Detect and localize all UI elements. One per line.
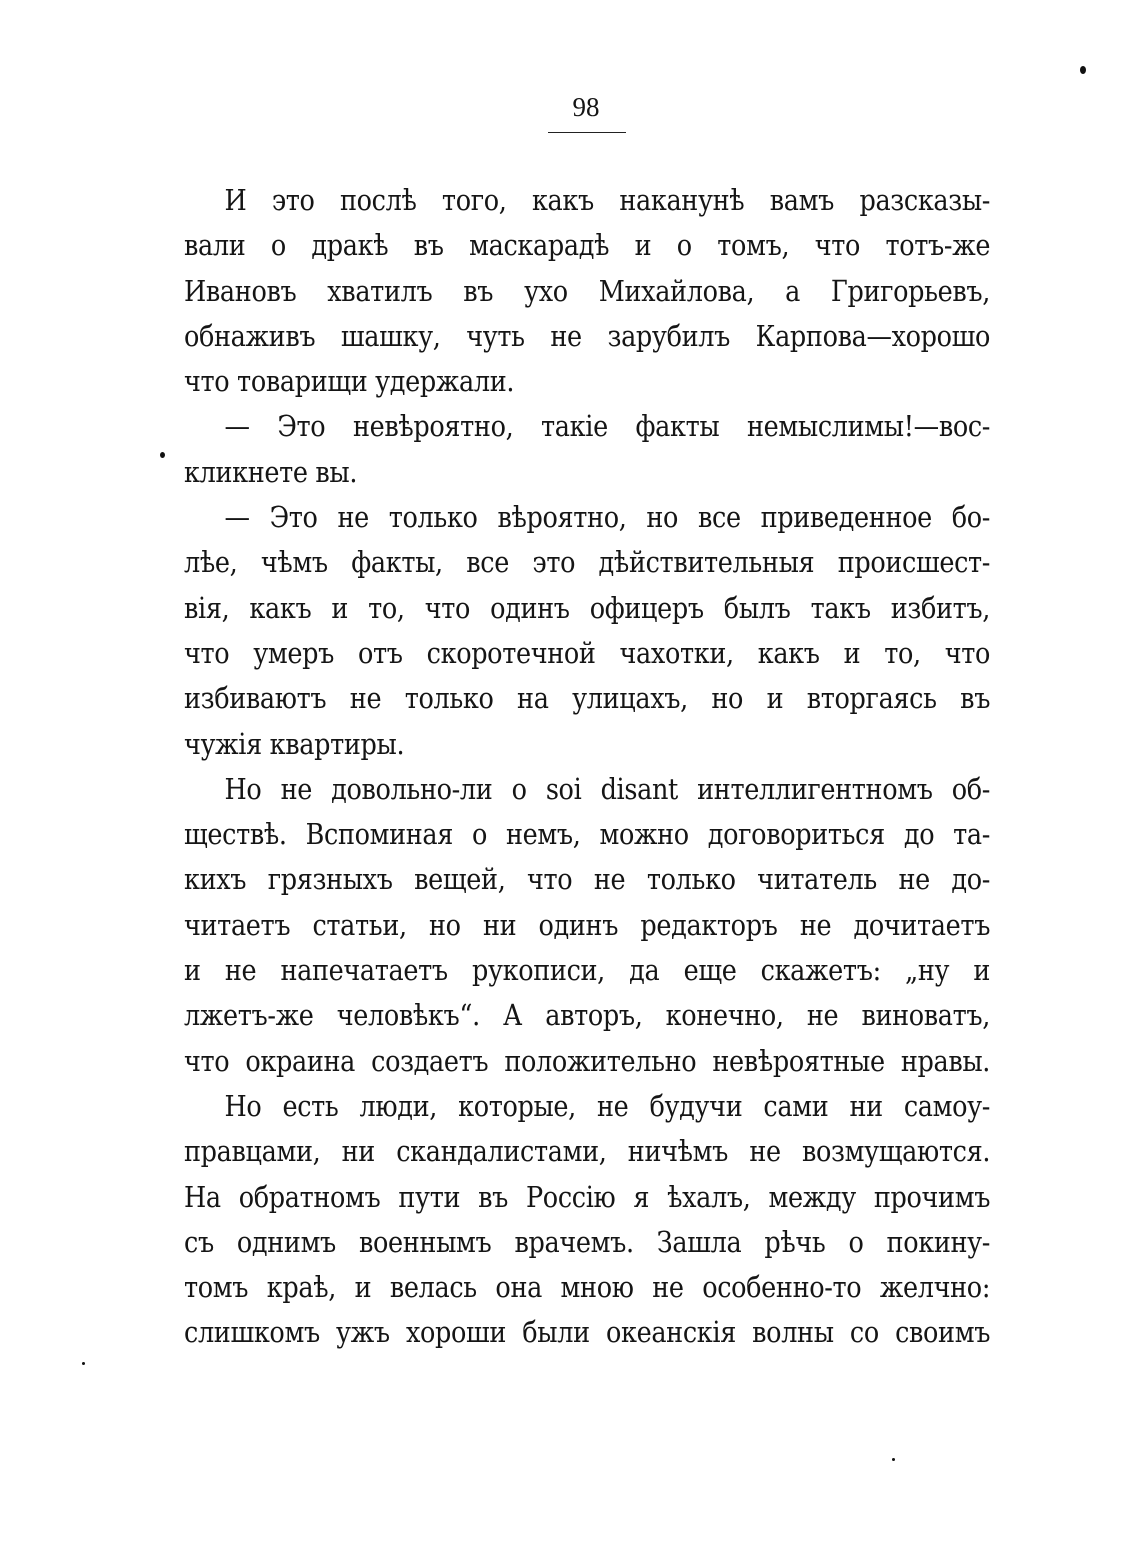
text-line: вали о дракѣ въ маскарадѣ и о томъ, что тотъ-же <box>184 228 991 263</box>
text-line: — Это не только вѣроятно, но все приведенное бо- <box>224 500 991 535</box>
scan-speck <box>1080 66 1086 74</box>
text-line: кликнете вы. <box>184 454 358 489</box>
text-line: избиваютъ не только на улицахъ, но и вторгаясь въ <box>184 681 991 716</box>
text-line: читаетъ статьи, но ни одинъ редакторъ не дочитаетъ <box>184 907 991 942</box>
text-line: томъ краѣ, и велась она мною не особенно-то желчно: <box>184 1270 991 1305</box>
text-line: лѣе, чѣмъ факты, все это дѣйствительныя происшест- <box>184 545 991 580</box>
text-line: что товарищи удержали. <box>184 364 515 399</box>
text-line: ществѣ. Вспоминая о немъ, можно договориться до та- <box>184 817 991 852</box>
text-line: вія, какъ и то, что одинъ офицеръ былъ такъ избитъ, <box>184 590 991 625</box>
text-line: слишкомъ ужъ хороши были океанскія волны со своимъ <box>184 1315 991 1350</box>
text-line: правцами, ни скандалистами, ничѣмъ не возмущаются. <box>184 1134 991 1169</box>
text-line: И это послѣ того, какъ наканунѣ вамъ разсказы- <box>224 183 991 217</box>
text-line: и не напечатаетъ рукописи, да еще скажетъ: „ну и <box>184 953 991 988</box>
text-line: съ однимъ военнымъ врачемъ. Зашла рѣчь о покину- <box>184 1224 991 1259</box>
text-line: На обратномъ пути въ Россію я ѣхалъ, между прочимъ <box>184 1179 991 1214</box>
page-number: 98 <box>572 92 600 122</box>
body-text <box>184 178 990 1356</box>
scan-speck <box>892 1458 895 1461</box>
scan-speck <box>160 452 165 458</box>
text-line: чужія квартиры. <box>184 726 405 761</box>
text-line: Ивановъ хватилъ въ ухо Михайлова, а Григорьевъ, <box>184 273 991 308</box>
text-line: что умеръ отъ скоротечной чахотки, какъ и то, что <box>184 635 991 670</box>
scan-speck <box>82 1362 85 1365</box>
text-line: что окраина создаетъ положительно невѣроятные нравы. <box>184 1043 991 1078</box>
text-line: Но не довольно-ли о soi disant интеллигентномъ об- <box>224 771 991 806</box>
page-number-rule <box>548 132 626 133</box>
text-line: Но есть люди, которые, не будучи сами ни самоу- <box>224 1088 991 1123</box>
text-line: обнаживъ шашку, чуть не зарубилъ Карпова—хорошо <box>184 318 991 353</box>
text-line: кихъ грязныхъ вещей, что не только читатель не до- <box>184 862 991 897</box>
text-line: — Это невѣроятно, такіе факты немыслимы!—вос- <box>224 409 991 444</box>
text-line: лжетъ-же человѣкъ“. А авторъ, конечно, не виноватъ, <box>184 998 991 1033</box>
